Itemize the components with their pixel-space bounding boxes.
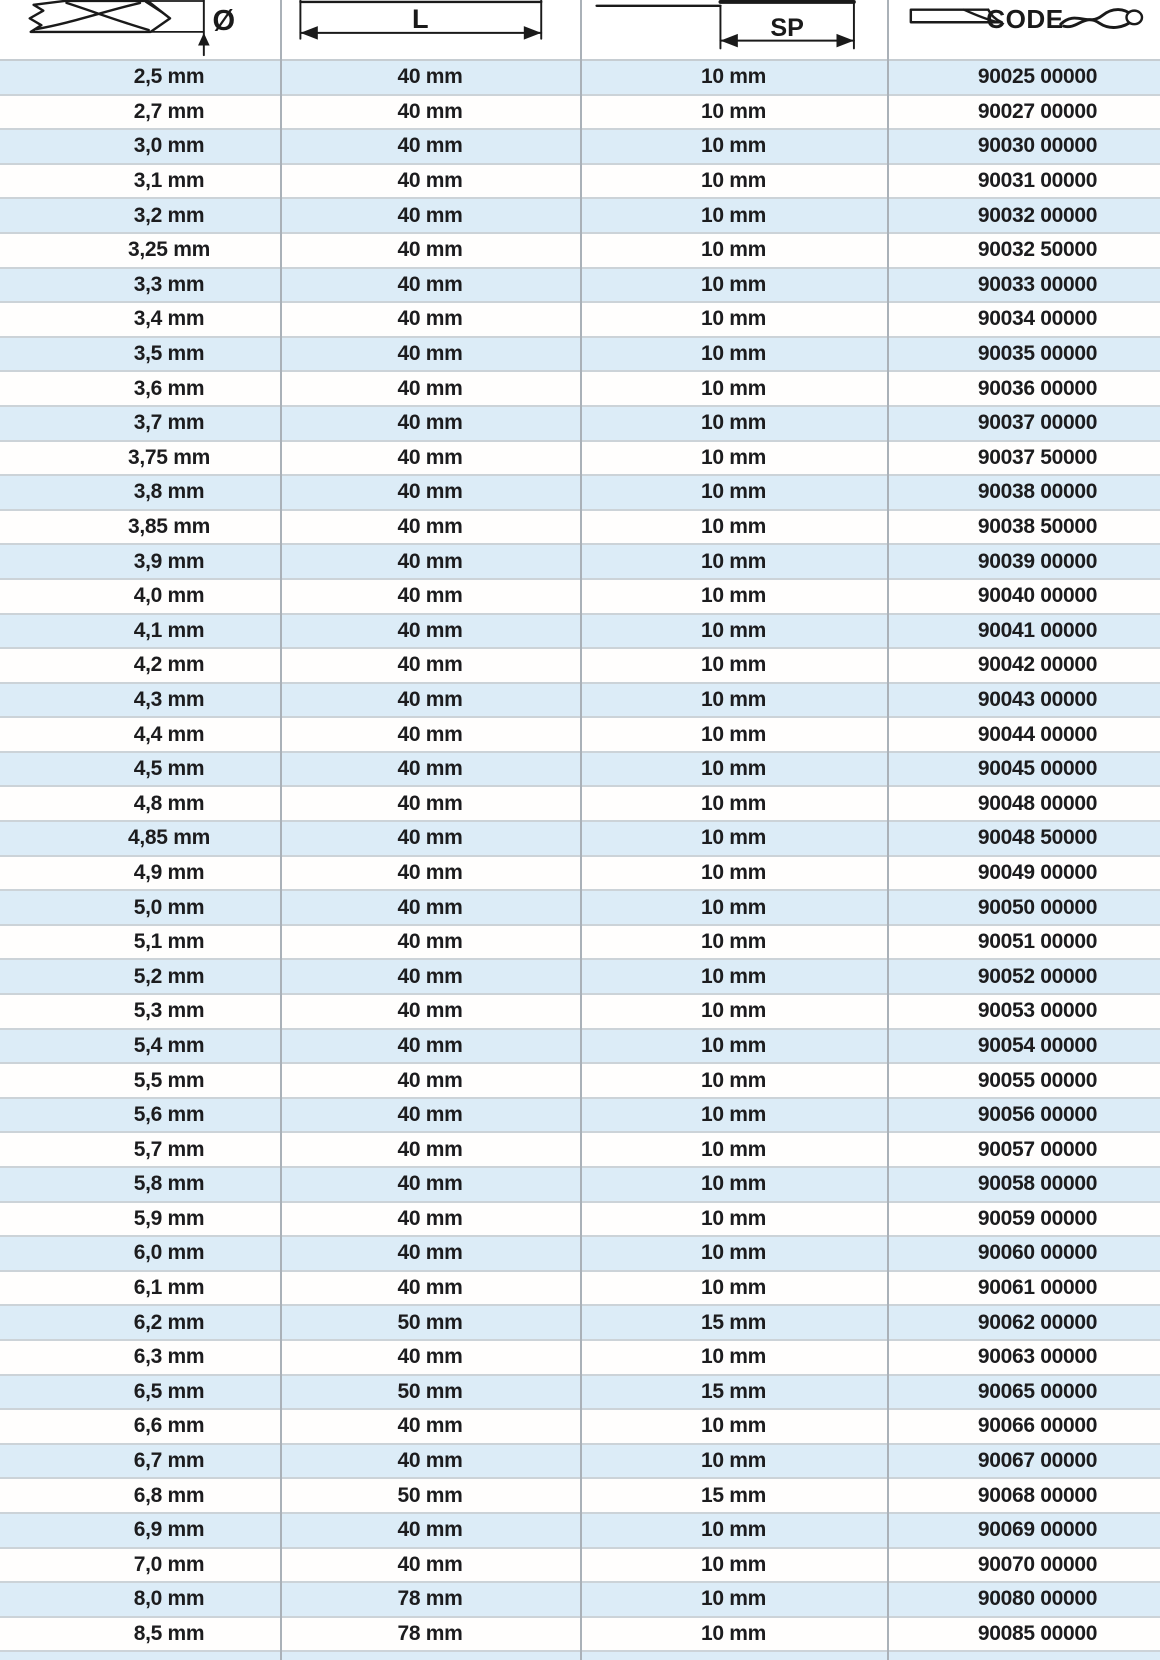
- code-cell: 90051 00000: [977, 930, 1098, 954]
- header-diameter: [0, 0, 280, 59]
- spur-cell: 10 mm: [700, 1137, 767, 1161]
- spur-cell: 10 mm: [700, 1449, 767, 1473]
- length-cell: 50 mm: [397, 1310, 463, 1334]
- spur-cell: 10 mm: [700, 480, 767, 504]
- code-cell: 90052 00000: [977, 964, 1098, 988]
- code-cell: 90063 00000: [977, 1345, 1098, 1369]
- diameter-cell: 5,6 mm: [133, 1103, 205, 1127]
- code-cell: 90037 50000: [977, 445, 1098, 469]
- spur-cell: 10 mm: [700, 895, 767, 919]
- spur-cell: 10 mm: [700, 1345, 767, 1369]
- length-cell: 40 mm: [397, 1033, 463, 1057]
- spur-cell: 10 mm: [700, 376, 767, 400]
- spur-cell: 10 mm: [700, 860, 767, 884]
- code-cell: 90070 00000: [977, 1552, 1098, 1576]
- length-cell: 40 mm: [397, 584, 463, 608]
- diameter-cell: 5,3 mm: [133, 999, 205, 1023]
- length-cell: 40 mm: [397, 1414, 463, 1438]
- length-cell: 40 mm: [397, 1345, 463, 1369]
- spur-cell: 10 mm: [700, 791, 767, 815]
- column-divider-3: [887, 0, 889, 1660]
- code-drill-icon: [887, 0, 1160, 59]
- spur-cell: 10 mm: [700, 99, 767, 123]
- spur-cell: 10 mm: [700, 1414, 767, 1438]
- code-cell: 90045 00000: [977, 757, 1098, 781]
- length-cell: 40 mm: [397, 238, 463, 262]
- spur-cell: 10 mm: [700, 238, 767, 262]
- spur-cell: 15 mm: [700, 1379, 767, 1403]
- spur-cell: 10 mm: [700, 169, 767, 193]
- diameter-cell: 8,0 mm: [133, 1587, 205, 1611]
- diameter-cell: 2,5 mm: [133, 65, 205, 89]
- diameter-cell: 6,1 mm: [133, 1276, 205, 1300]
- diameter-cell: 2,7 mm: [133, 99, 205, 123]
- code-cell: 90034 00000: [977, 307, 1098, 331]
- diameter-cell: 4,1 mm: [133, 618, 205, 642]
- code-cell: 90032 00000: [977, 203, 1098, 227]
- diameter-cell: 5,1 mm: [133, 930, 205, 954]
- code-cell: 90068 00000: [977, 1483, 1098, 1507]
- spur-cell: 10 mm: [700, 1241, 767, 1265]
- diameter-cell: 3,75 mm: [128, 445, 210, 469]
- code-cell: 90085 00000: [977, 1622, 1098, 1646]
- diameter-cell: 3,4 mm: [133, 307, 205, 331]
- code-cell: 90038 00000: [977, 480, 1098, 504]
- diameter-cell: 4,0 mm: [133, 584, 205, 608]
- length-cell: 40 mm: [397, 342, 463, 366]
- code-cell: 90035 00000: [977, 342, 1098, 366]
- code-cell: 90042 00000: [977, 653, 1098, 677]
- code-cell: 90080 00000: [977, 1587, 1098, 1611]
- spur-cell: 10 mm: [700, 964, 767, 988]
- code-cell: 90062 00000: [977, 1310, 1098, 1334]
- length-cell: 40 mm: [397, 1518, 463, 1542]
- code-cell: 90038 50000: [977, 515, 1098, 539]
- length-cell: 40 mm: [397, 445, 463, 469]
- diameter-cell: 4,9 mm: [133, 860, 205, 884]
- code-cell: 90049 00000: [977, 860, 1098, 884]
- length-cell: 40 mm: [397, 1172, 463, 1196]
- diameter-cell: 3,1 mm: [133, 169, 205, 193]
- length-cell: 40 mm: [397, 1241, 463, 1265]
- spur-cell: 10 mm: [700, 1033, 767, 1057]
- spur-symbol: SP: [770, 13, 804, 42]
- code-cell: 90066 00000: [977, 1414, 1098, 1438]
- length-cell: 40 mm: [397, 1068, 463, 1092]
- length-cell: 78 mm: [397, 1622, 463, 1646]
- length-cell: 40 mm: [397, 1137, 463, 1161]
- diameter-cell: 4,85 mm: [128, 826, 210, 850]
- spur-cell: 10 mm: [700, 1518, 767, 1542]
- diameter-cell: 3,85 mm: [128, 515, 210, 539]
- diameter-cell: 3,6 mm: [133, 376, 205, 400]
- spur-cell: 10 mm: [700, 1206, 767, 1230]
- spur-cell: 10 mm: [700, 307, 767, 331]
- code-cell: 90067 00000: [977, 1449, 1098, 1473]
- spur-cell: 10 mm: [700, 618, 767, 642]
- diameter-cell: 6,0 mm: [133, 1241, 205, 1265]
- diameter-cell: 4,2 mm: [133, 653, 205, 677]
- spur-cell: 15 mm: [700, 1483, 767, 1507]
- length-cell: 40 mm: [397, 1449, 463, 1473]
- spur-cell: 10 mm: [700, 1276, 767, 1300]
- length-cell: 40 mm: [397, 307, 463, 331]
- code-cell: 90048 50000: [977, 826, 1098, 850]
- length-dimension-icon: [280, 0, 580, 59]
- length-cell: 40 mm: [397, 1103, 463, 1127]
- spur-cell: 10 mm: [700, 1552, 767, 1576]
- code-cell: 90054 00000: [977, 1033, 1098, 1057]
- diameter-symbol: Ø: [212, 4, 236, 37]
- diameter-cell: 6,5 mm: [133, 1379, 205, 1403]
- spur-cell: 10 mm: [700, 722, 767, 746]
- spur-cell: 10 mm: [700, 999, 767, 1023]
- code-cell: 90048 00000: [977, 791, 1098, 815]
- spur-cell: 10 mm: [700, 272, 767, 296]
- length-cell: 40 mm: [397, 480, 463, 504]
- length-cell: 40 mm: [397, 1206, 463, 1230]
- code-cell: 90037 00000: [977, 411, 1098, 435]
- length-cell: 40 mm: [397, 687, 463, 711]
- diameter-cell: 5,4 mm: [133, 1033, 205, 1057]
- code-cell: 90069 00000: [977, 1518, 1098, 1542]
- code-cell: 90059 00000: [977, 1206, 1098, 1230]
- spur-cell: 10 mm: [700, 1172, 767, 1196]
- code-cell: 90056 00000: [977, 1103, 1098, 1127]
- sp-dimension-icon: [580, 0, 887, 59]
- length-cell: 40 mm: [397, 411, 463, 435]
- spur-cell: 15 mm: [700, 1310, 767, 1334]
- length-cell: 40 mm: [397, 99, 463, 123]
- diameter-cell: 3,8 mm: [133, 480, 205, 504]
- spur-cell: 10 mm: [700, 653, 767, 677]
- diameter-cell: 5,8 mm: [133, 1172, 205, 1196]
- diameter-cell: 8,5 mm: [133, 1622, 205, 1646]
- spur-cell: 10 mm: [700, 203, 767, 227]
- code-cell: 90057 00000: [977, 1137, 1098, 1161]
- spur-cell: 10 mm: [700, 1103, 767, 1127]
- code-cell: 90036 00000: [977, 376, 1098, 400]
- diameter-cell: 6,3 mm: [133, 1345, 205, 1369]
- length-cell: 40 mm: [397, 930, 463, 954]
- length-symbol: L: [412, 3, 429, 35]
- spur-cell: 10 mm: [700, 687, 767, 711]
- diameter-cell: 4,5 mm: [133, 757, 205, 781]
- length-cell: 40 mm: [397, 1552, 463, 1576]
- code-cell: 90041 00000: [977, 618, 1098, 642]
- length-cell: 40 mm: [397, 203, 463, 227]
- diameter-cell: 6,2 mm: [133, 1310, 205, 1334]
- code-label: CODE: [986, 4, 1064, 35]
- spur-cell: 10 mm: [700, 515, 767, 539]
- code-cell: 90031 00000: [977, 169, 1098, 193]
- length-cell: 40 mm: [397, 826, 463, 850]
- diameter-cell: 3,25 mm: [128, 238, 210, 262]
- length-cell: 40 mm: [397, 515, 463, 539]
- length-cell: 40 mm: [397, 722, 463, 746]
- length-cell: 40 mm: [397, 65, 463, 89]
- diameter-cell: 3,5 mm: [133, 342, 205, 366]
- code-cell: 90033 00000: [977, 272, 1098, 296]
- spur-cell: 10 mm: [700, 1622, 767, 1646]
- code-cell: 90050 00000: [977, 895, 1098, 919]
- diameter-cell: 3,7 mm: [133, 411, 205, 435]
- diameter-cell: 6,6 mm: [133, 1414, 205, 1438]
- diameter-cell: 5,9 mm: [133, 1206, 205, 1230]
- diameter-cell: 6,7 mm: [133, 1449, 205, 1473]
- code-cell: 90061 00000: [977, 1276, 1098, 1300]
- diameter-cell: 4,3 mm: [133, 687, 205, 711]
- column-divider-2: [580, 0, 582, 1660]
- spur-cell: 10 mm: [700, 826, 767, 850]
- code-cell: 90032 50000: [977, 238, 1098, 262]
- spur-cell: 10 mm: [700, 1587, 767, 1611]
- diameter-cell: 3,0 mm: [133, 134, 205, 158]
- spur-cell: 10 mm: [700, 445, 767, 469]
- spur-cell: 10 mm: [700, 65, 767, 89]
- code-cell: 90058 00000: [977, 1172, 1098, 1196]
- spur-cell: 10 mm: [700, 134, 767, 158]
- header-code: [887, 0, 1160, 59]
- code-cell: 90065 00000: [977, 1379, 1098, 1403]
- code-cell: 90060 00000: [977, 1241, 1098, 1265]
- diameter-cell: 4,8 mm: [133, 791, 205, 815]
- code-cell: 90030 00000: [977, 134, 1098, 158]
- code-cell: 90044 00000: [977, 722, 1098, 746]
- length-cell: 78 mm: [397, 1587, 463, 1611]
- spur-cell: 10 mm: [700, 549, 767, 573]
- length-cell: 40 mm: [397, 1276, 463, 1300]
- code-cell: 90025 00000: [977, 65, 1098, 89]
- diameter-cell: 4,4 mm: [133, 722, 205, 746]
- length-cell: 40 mm: [397, 272, 463, 296]
- diameter-cell: 7,0 mm: [133, 1552, 205, 1576]
- spur-cell: 10 mm: [700, 1068, 767, 1092]
- diameter-cell: 5,5 mm: [133, 1068, 205, 1092]
- header-spur: [580, 0, 887, 59]
- length-cell: 40 mm: [397, 134, 463, 158]
- diameter-cell: 3,9 mm: [133, 549, 205, 573]
- length-cell: 40 mm: [397, 618, 463, 642]
- diameter-cell: 5,0 mm: [133, 895, 205, 919]
- length-cell: 40 mm: [397, 549, 463, 573]
- diameter-cell: 3,3 mm: [133, 272, 205, 296]
- drill-bit-diameter-icon: [0, 0, 280, 59]
- length-cell: 40 mm: [397, 895, 463, 919]
- code-cell: 90053 00000: [977, 999, 1098, 1023]
- code-cell: 90039 00000: [977, 549, 1098, 573]
- header-length: [280, 0, 580, 59]
- code-cell: 90040 00000: [977, 584, 1098, 608]
- spur-cell: 10 mm: [700, 757, 767, 781]
- diameter-cell: 5,2 mm: [133, 964, 205, 988]
- code-cell: 90043 00000: [977, 687, 1098, 711]
- length-cell: 50 mm: [397, 1483, 463, 1507]
- length-cell: 50 mm: [397, 1379, 463, 1403]
- length-cell: 40 mm: [397, 169, 463, 193]
- diameter-cell: 5,7 mm: [133, 1137, 205, 1161]
- diameter-cell: 6,8 mm: [133, 1483, 205, 1507]
- spur-cell: 10 mm: [700, 584, 767, 608]
- code-cell: 90055 00000: [977, 1068, 1098, 1092]
- spur-cell: 10 mm: [700, 930, 767, 954]
- diameter-cell: 3,2 mm: [133, 203, 205, 227]
- column-divider-1: [280, 0, 282, 1660]
- length-cell: 40 mm: [397, 791, 463, 815]
- code-cell: 90027 00000: [977, 99, 1098, 123]
- spur-cell: 10 mm: [700, 411, 767, 435]
- length-cell: 40 mm: [397, 999, 463, 1023]
- length-cell: 40 mm: [397, 653, 463, 677]
- diameter-cell: 6,9 mm: [133, 1518, 205, 1542]
- length-cell: 40 mm: [397, 376, 463, 400]
- length-cell: 40 mm: [397, 757, 463, 781]
- length-cell: 40 mm: [397, 964, 463, 988]
- spur-cell: 10 mm: [700, 342, 767, 366]
- length-cell: 40 mm: [397, 860, 463, 884]
